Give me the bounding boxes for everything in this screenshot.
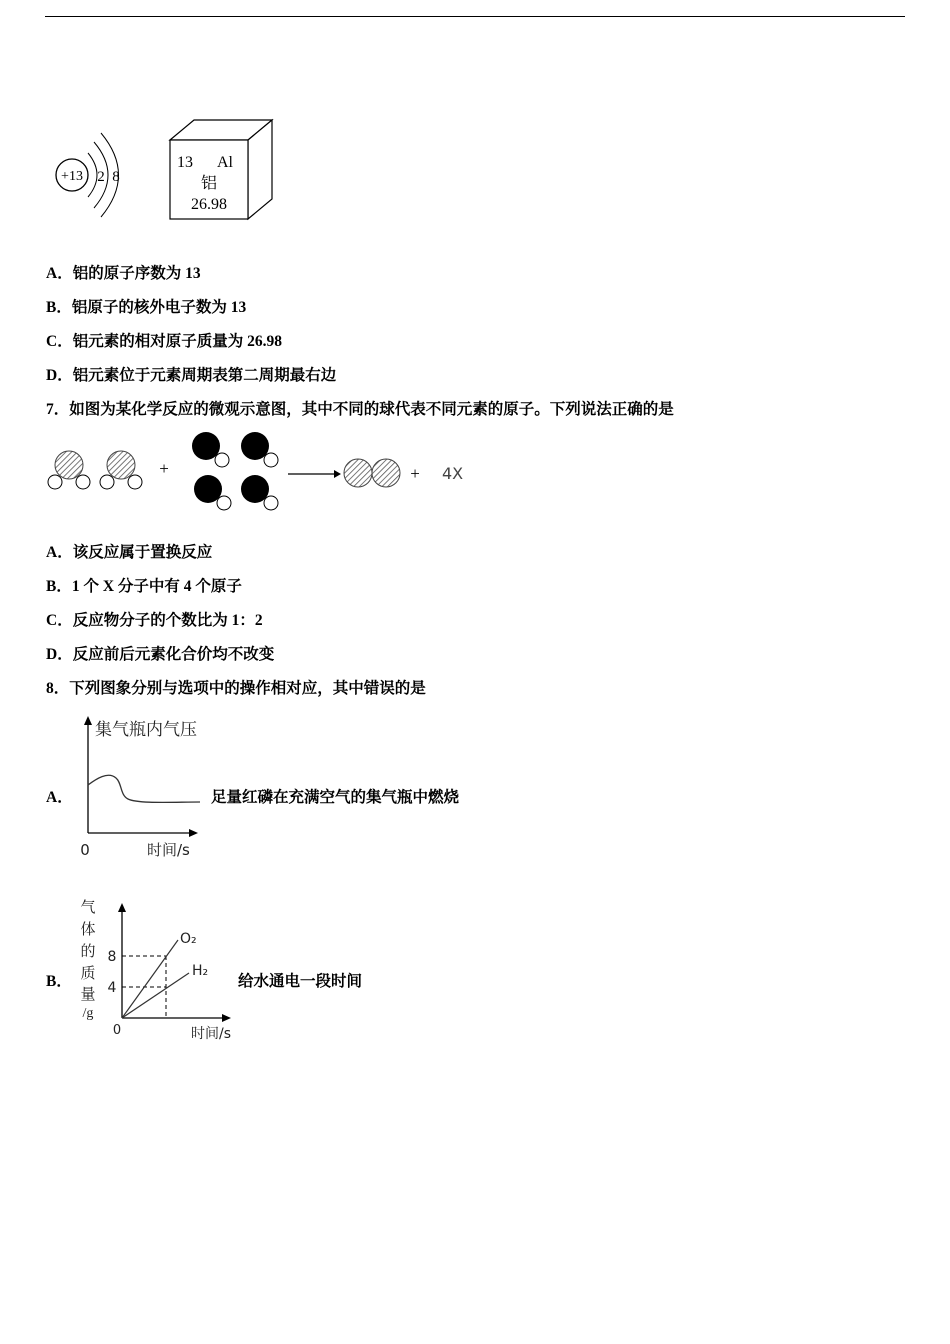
q8-b-label: B． bbox=[46, 973, 72, 990]
y-label-unit: /g bbox=[82, 1006, 94, 1021]
atomic-number: 13 bbox=[177, 154, 193, 171]
shell-1-electrons: 2 bbox=[97, 169, 105, 185]
y-axis-label: 集气瓶内气压 bbox=[95, 720, 197, 740]
nucleus-charge: +13 bbox=[61, 169, 83, 184]
reactant-molecule-6 bbox=[241, 475, 278, 510]
plus-sign-2: + bbox=[410, 464, 420, 483]
atomic-mass: 26.98 bbox=[191, 196, 227, 213]
q7-option-c: C．反应物分子的个数比为 1：2 bbox=[46, 612, 263, 629]
q7-reaction-diagram bbox=[44, 428, 464, 516]
electron-shell-1 bbox=[88, 153, 97, 197]
q8-a-text: 足量红磷在充满空气的集气瓶中燃烧 bbox=[211, 789, 460, 806]
product-4x: 4X bbox=[442, 464, 464, 483]
q8-a-pressure-graph bbox=[74, 713, 214, 863]
q7-option-d: D．反应前后元素化合价均不改变 bbox=[46, 646, 275, 663]
reactant-molecule-4 bbox=[241, 432, 278, 467]
shell-2-electrons: 8 bbox=[112, 169, 120, 185]
q7-option-a: A．该反应属于置换反应 bbox=[46, 544, 213, 561]
y-label-char-4: 质 bbox=[80, 966, 96, 982]
y-axis-arrow bbox=[118, 903, 126, 912]
reactant-molecule-2 bbox=[100, 451, 142, 489]
tick-4: 4 bbox=[107, 980, 117, 996]
q7-stem: 7．如图为某化学反应的微观示意图，其中不同的球代表不同元素的原子。下列说法正确的是 bbox=[46, 401, 674, 418]
q8-a-label: A． bbox=[46, 789, 73, 806]
origin-label: 0 bbox=[80, 841, 90, 859]
y-label-char-2: 体 bbox=[80, 922, 96, 938]
pressure-curve bbox=[88, 775, 200, 802]
q7-option-b: B．1 个 X 分子中有 4 个原子 bbox=[46, 578, 242, 595]
o2-label: O₂ bbox=[180, 931, 197, 947]
q6-option-a: A．铝的原子序数为 13 bbox=[46, 265, 201, 282]
q8-b-mass-graph bbox=[74, 893, 239, 1045]
reaction-arrow bbox=[288, 470, 341, 478]
x-axis-arrow bbox=[222, 1014, 231, 1022]
product-molecule bbox=[344, 459, 400, 487]
header-rule bbox=[45, 16, 905, 17]
h2-label: H₂ bbox=[192, 963, 209, 979]
element-name: 铝 bbox=[200, 173, 218, 192]
reactant-molecule-5 bbox=[194, 475, 231, 510]
element-symbol: Al bbox=[217, 154, 233, 171]
origin-label: 0 bbox=[112, 1023, 122, 1038]
q6-option-d: D．铝元素位于元素周期表第二周期最右边 bbox=[46, 367, 337, 384]
tick-8: 8 bbox=[107, 949, 117, 965]
x-axis-label: 时间/s bbox=[191, 1026, 232, 1042]
q6-option-b: B．铝原子的核外电子数为 13 bbox=[46, 299, 247, 316]
plus-sign: + bbox=[159, 459, 169, 478]
o2-line bbox=[122, 940, 178, 1018]
reactant-molecule-1 bbox=[48, 451, 90, 489]
q8-stem: 8．下列图象分别与选项中的操作相对应，其中错误的是 bbox=[46, 680, 426, 697]
x-axis-arrow bbox=[189, 829, 198, 837]
element-cell-aluminum bbox=[160, 115, 280, 227]
aluminum-atom-diagram bbox=[48, 128, 128, 223]
y-label-char-3: 的 bbox=[80, 944, 96, 960]
reactant-molecule-3 bbox=[192, 432, 229, 467]
x-axis-label: 时间/s bbox=[147, 841, 190, 859]
q8-b-text: 给水通电一段时间 bbox=[238, 973, 363, 990]
y-axis-arrow bbox=[84, 716, 92, 725]
h2-line bbox=[122, 973, 189, 1018]
q6-option-c: C．铝元素的相对原子质量为 26.98 bbox=[46, 333, 282, 350]
y-label-char-5: 量 bbox=[80, 987, 96, 1003]
y-label-char-1: 气 bbox=[80, 900, 96, 916]
